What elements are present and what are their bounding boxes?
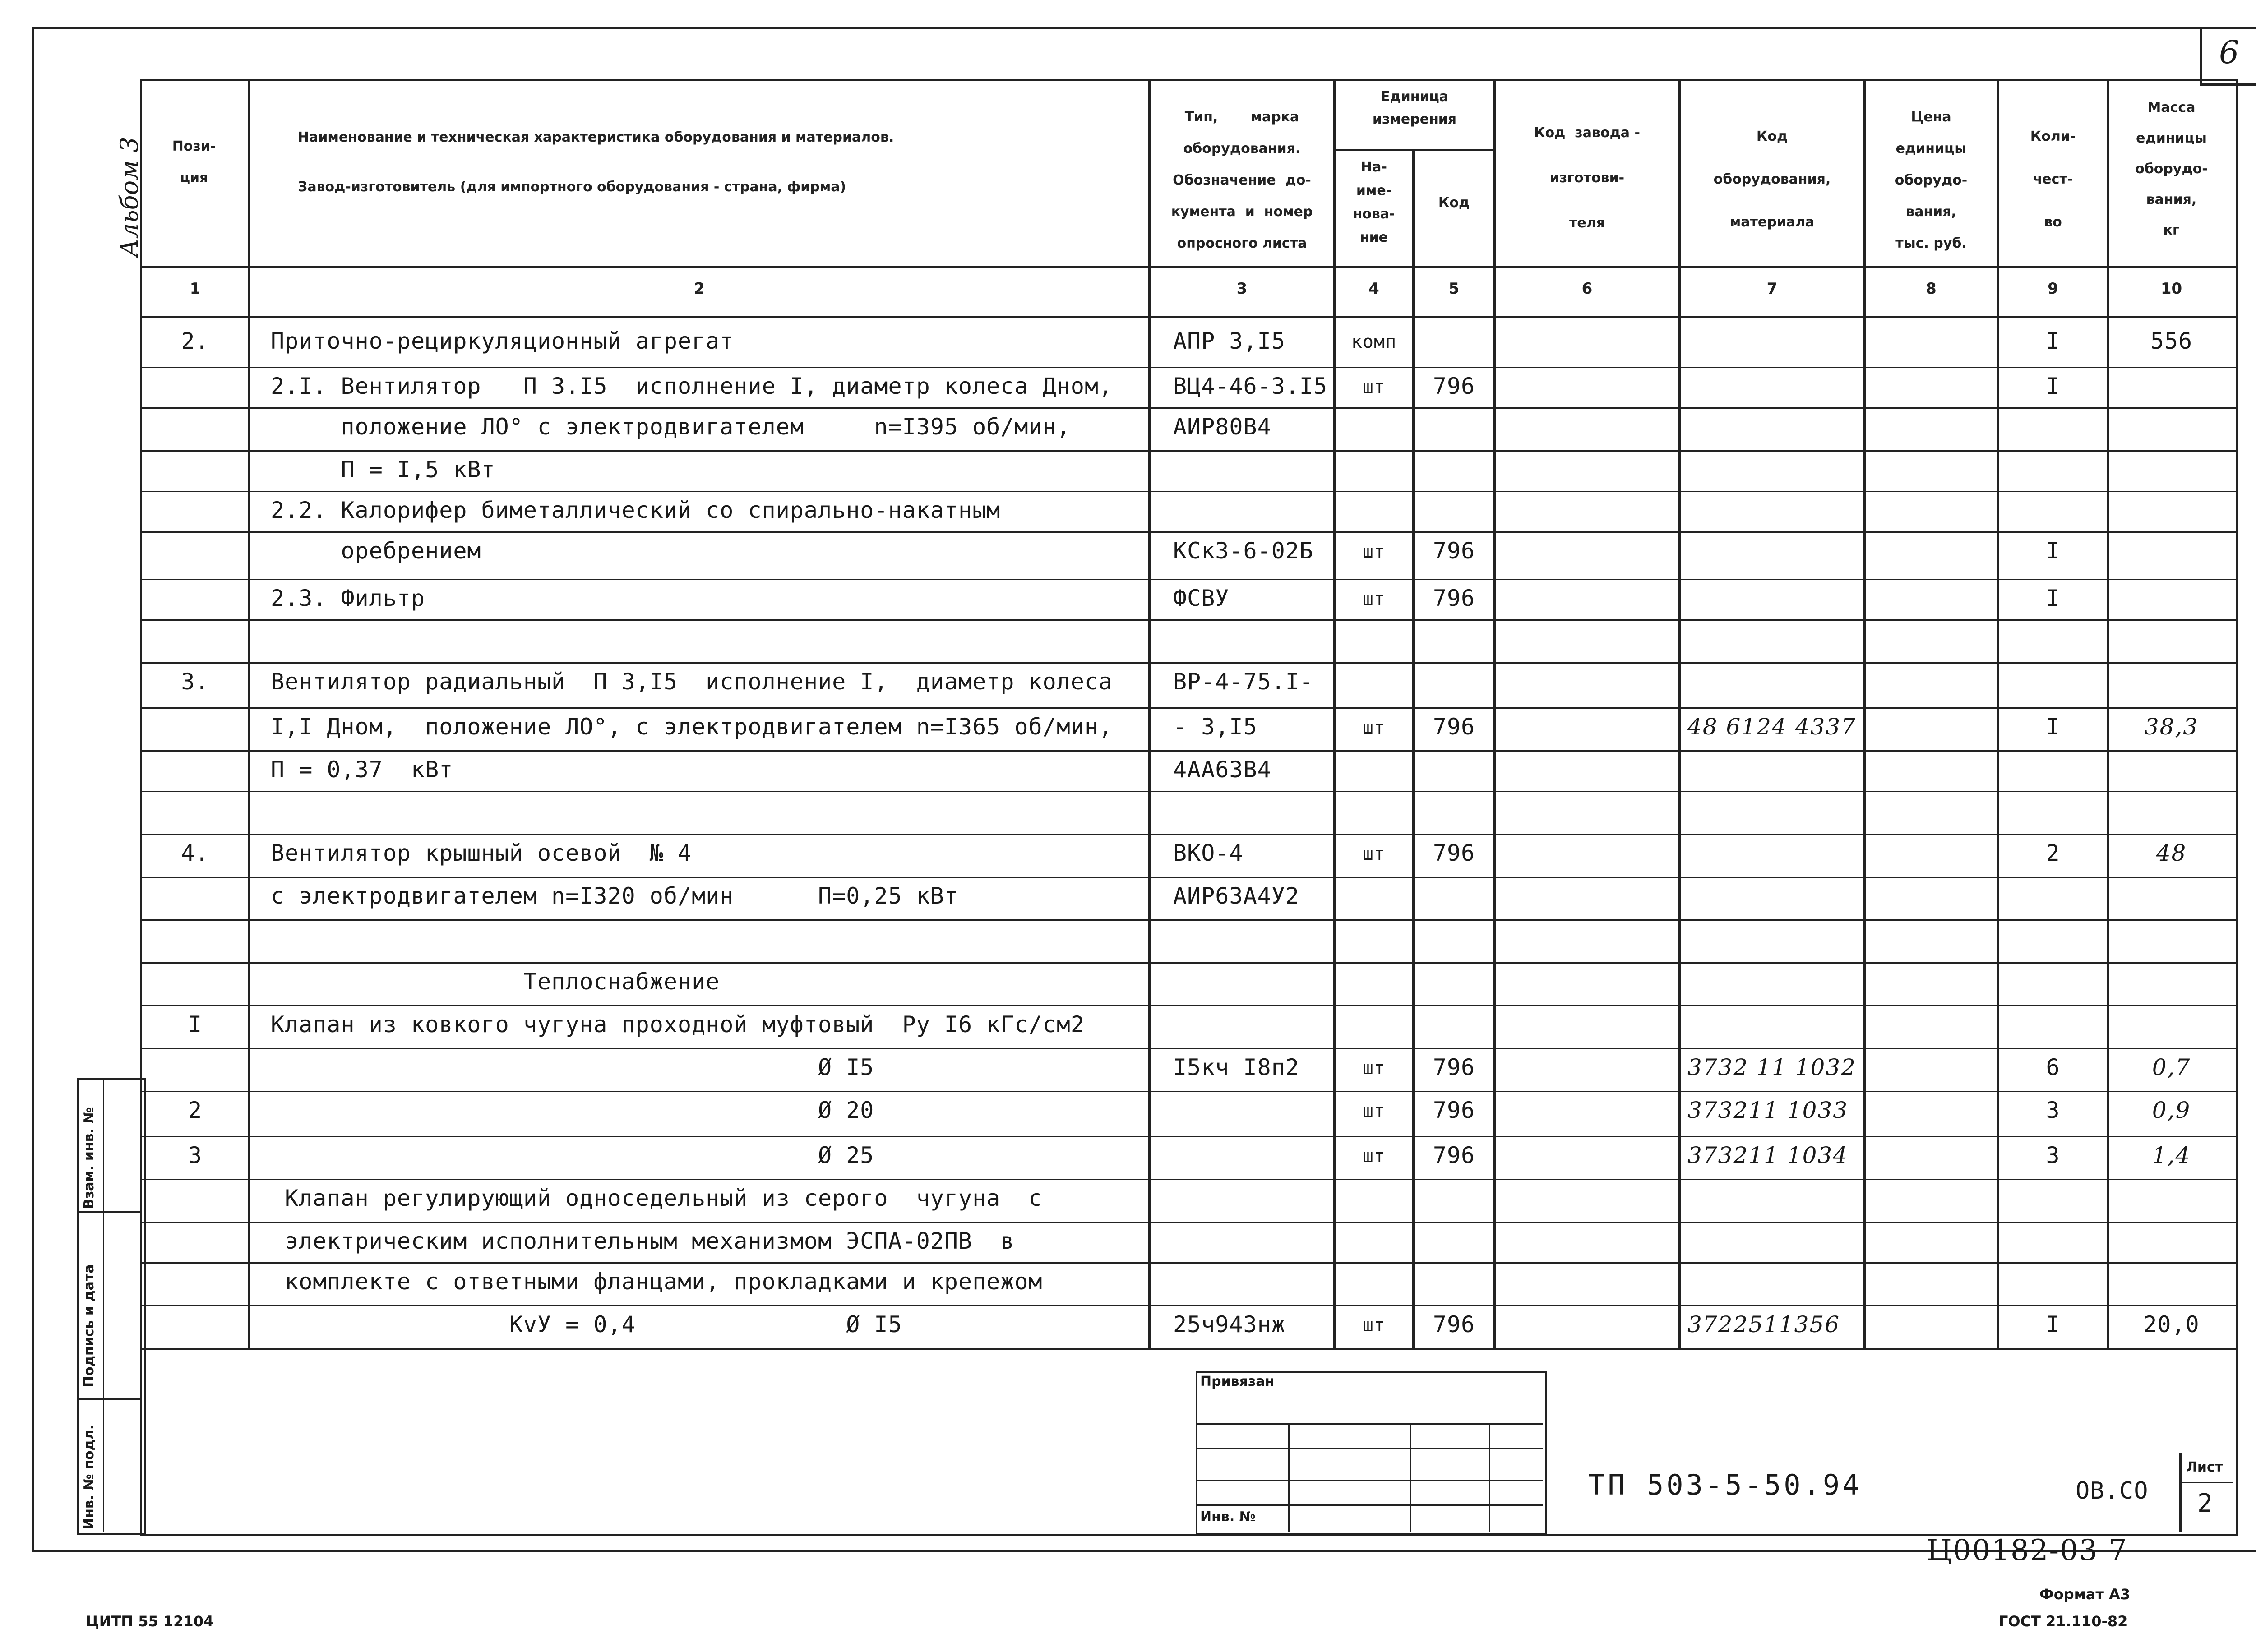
row-name: 2.2. Калорифер биметаллический со спирально-накатным — [271, 497, 1001, 523]
row-line — [140, 1179, 2236, 1180]
row-type: АИР80В4 — [1173, 414, 1271, 440]
stamp-line — [1196, 1448, 1543, 1449]
row-line — [140, 579, 2236, 580]
row-line — [140, 750, 2236, 752]
row-code: 796 — [1433, 1054, 1475, 1080]
row-name: Вентилятор радиальный П 3,I5 исполнение I, диаметр колеса — [271, 669, 1113, 695]
row-line — [140, 707, 2236, 709]
col-divider — [248, 79, 250, 1349]
stamp-doc-code: ТП 503-5-50.94 — [1588, 1468, 1862, 1501]
row-qty: I — [2046, 1311, 2060, 1338]
colnum-1: 1 — [190, 280, 201, 298]
row-pos: 2. — [181, 328, 209, 354]
row-unit: шт — [1362, 541, 1386, 562]
row-name: П = 0,37 кВт — [271, 757, 453, 783]
handwritten-doc-code: Ц00182-03 7 — [1927, 1534, 2128, 1567]
row-line — [140, 1005, 2236, 1006]
header-bottom-line — [140, 266, 2236, 268]
stamp-sheet-divider — [2179, 1453, 2182, 1532]
row-name: Ø 25 — [271, 1142, 874, 1168]
row-code: 796 — [1433, 840, 1475, 866]
stamp-inv-no: Инв. № — [1200, 1509, 1256, 1525]
row-mat-code: 373211 1033 — [1687, 1097, 1849, 1123]
row-line — [140, 407, 2236, 409]
col-divider — [1863, 79, 1866, 1349]
row-mass: 556 — [2150, 328, 2193, 354]
side-stamp-line — [77, 1211, 142, 1213]
row-type: ВР-4-75.I- — [1173, 669, 1314, 695]
row-name: П = I,5 кВт — [271, 457, 495, 483]
row-line — [140, 1091, 2236, 1092]
stamp-vline — [1288, 1423, 1290, 1532]
stamp-sheet-number: 2 — [2197, 1489, 2213, 1518]
header-factory-code: Код завода - изготови- теля — [1534, 125, 1640, 231]
row-unit: шт — [1362, 377, 1386, 397]
row-qty: I — [2046, 585, 2060, 611]
row-mat-code: 3722511356 — [1687, 1311, 1840, 1338]
row-mat-code: 3732 11 1032 — [1687, 1054, 1856, 1080]
header-unit-name: На- име- нова- ние — [1353, 159, 1395, 245]
stamp-vline — [1489, 1423, 1490, 1532]
row-name: положение ЛО° с электродвигателем n=I395 об/мин, — [271, 414, 1071, 440]
row-name: оребрением — [271, 538, 481, 564]
colnum-6: 6 — [1581, 280, 1593, 298]
row-qty: I — [2046, 714, 2060, 740]
row-type: 25ч943нж — [1173, 1311, 1285, 1338]
row-mass: 0,7 — [2152, 1054, 2191, 1080]
colnum-8: 8 — [1926, 280, 1937, 298]
row-mass: 20,0 — [2143, 1311, 2200, 1338]
header-unit-code: Код — [1438, 195, 1470, 211]
col-divider — [1148, 79, 1151, 1349]
row-line — [140, 1048, 2236, 1049]
row-line — [140, 1136, 2236, 1137]
row-pos: 3. — [181, 669, 209, 695]
stamp-section: ОВ.СО — [2076, 1477, 2149, 1504]
row-name: Вентилятор крышный осевой № 4 — [271, 840, 692, 866]
row-unit: шт — [1362, 1315, 1386, 1336]
row-qty: 3 — [2046, 1142, 2060, 1168]
header-price: Цена единицы оборудо- вания, тыс. руб. — [1895, 109, 1968, 251]
colnum-10: 10 — [2160, 280, 2182, 298]
row-unit: шт — [1362, 1146, 1386, 1167]
printer-label: ЦИТП 55 12104 — [86, 1613, 214, 1630]
row-name: Теплоснабжение — [271, 969, 720, 995]
row-code: 796 — [1433, 1142, 1475, 1168]
col-divider — [1678, 79, 1681, 1349]
colnum-5: 5 — [1448, 280, 1460, 298]
row-code: 796 — [1433, 714, 1475, 740]
colnum-bottom-line — [140, 316, 2236, 318]
row-line — [140, 1262, 2236, 1264]
table-body-bottom — [140, 1348, 2236, 1350]
row-unit: шт — [1362, 717, 1386, 738]
row-name: 2.I. Вентилятор П 3.I5 исполнение I, диаметр колеса Дном, — [271, 373, 1113, 399]
header-mass: Масса единицы оборудо- вания, кг — [2135, 100, 2208, 238]
header-name-line2: Завод-изготовитель (для импортного оборудования - страна, фирма) — [298, 179, 846, 195]
colnum-7: 7 — [1766, 280, 1778, 298]
colnum-4: 4 — [1368, 280, 1379, 298]
row-line — [140, 962, 2236, 964]
corner-sheet-number: 6 — [2219, 34, 2240, 71]
row-qty: I — [2046, 538, 2060, 564]
row-line — [140, 791, 2236, 792]
stamp-line — [1196, 1480, 1543, 1481]
header-name-line1: Наименование и техническая характеристика оборудования и материалов. — [298, 129, 894, 145]
row-type: ВКО-4 — [1173, 840, 1244, 866]
colnum-2: 2 — [694, 280, 705, 298]
row-unit: шт — [1362, 589, 1386, 609]
row-line — [140, 1222, 2236, 1223]
row-type: I5кч I8п2 — [1173, 1054, 1299, 1080]
side-stamp-divider — [103, 1078, 104, 1532]
header-unit-group: Единица измерения — [1372, 89, 1457, 127]
format-label: Формат А3 — [2039, 1586, 2131, 1603]
stamp-line — [1196, 1504, 1543, 1506]
row-qty: 3 — [2046, 1097, 2060, 1123]
row-name: I,I Дном, положение ЛО°, с электродвигателем n=I365 об/мин, — [271, 714, 1113, 740]
stamp-sheet-line — [2179, 1482, 2233, 1483]
row-pos: 2 — [188, 1097, 203, 1123]
row-type: ВЦ4-46-3.I5 — [1173, 373, 1328, 399]
row-pos: 3 — [188, 1142, 203, 1168]
row-code: 796 — [1433, 1097, 1475, 1123]
row-code: 796 — [1433, 1311, 1475, 1338]
row-name: электрическим исполнительным механизмом ЭСПА-02ПВ в — [271, 1228, 1015, 1254]
row-name: Ø I5 — [271, 1054, 874, 1080]
stamp-privyazan: Привязан — [1200, 1374, 1275, 1389]
row-qty: 6 — [2046, 1054, 2060, 1080]
row-mass: 0,9 — [2152, 1097, 2191, 1123]
col-divider — [1493, 79, 1496, 1349]
header-type: Тип, марка оборудования. Обозначение до- кумента и номер опросного листа — [1171, 109, 1313, 251]
row-type: АПР 3,I5 — [1173, 328, 1285, 354]
row-pos: I — [188, 1011, 203, 1038]
row-line — [140, 367, 2236, 368]
row-mat-code: 373211 1034 — [1687, 1142, 1849, 1168]
col-divider — [1412, 149, 1415, 1349]
row-code: 796 — [1433, 373, 1475, 399]
side-stamp-line — [77, 1398, 142, 1400]
row-mat-code: 48 6124 4337 — [1687, 714, 1856, 740]
row-mass: 1,4 — [2152, 1142, 2191, 1168]
header-quantity: Коли- чест- во — [2030, 129, 2076, 230]
row-unit: шт — [1362, 1058, 1386, 1079]
side-inv-podl: Инв. № подл. — [81, 1424, 97, 1529]
row-unit: комп — [1351, 332, 1397, 352]
row-code: 796 — [1433, 585, 1475, 611]
row-line — [140, 919, 2236, 921]
colnum-9: 9 — [2048, 280, 2058, 298]
row-type: - 3,I5 — [1173, 714, 1257, 740]
row-unit: шт — [1362, 1101, 1386, 1121]
row-name: Ø 20 — [271, 1097, 874, 1123]
unit-subheader-line — [1333, 149, 1496, 151]
row-type: 4АА63В4 — [1173, 757, 1271, 783]
row-qty: I — [2046, 328, 2060, 354]
row-type: АИР63А4У2 — [1173, 883, 1299, 909]
stamp-sheet-label: Лист — [2186, 1459, 2223, 1475]
row-mass: 38,3 — [2144, 714, 2199, 740]
row-line — [140, 1305, 2236, 1306]
row-name: Приточно-рециркуляционный агрегат — [271, 328, 734, 354]
row-name: Клапан регулирующий односедельный из серого чугуна с — [271, 1185, 1043, 1211]
row-line — [140, 619, 2236, 621]
side-vzam-inv: Взам. инв. № — [81, 1107, 97, 1209]
row-name: КvУ = 0,4 Ø I5 — [271, 1311, 902, 1338]
row-line — [140, 531, 2236, 533]
row-unit: шт — [1362, 844, 1386, 864]
row-name: комплекте с ответными фланцами, прокладками и крепежом — [271, 1269, 1043, 1295]
row-type: ФСВУ — [1173, 585, 1230, 611]
row-type: КСк3-6-02Б — [1173, 538, 1314, 564]
colnum-3: 3 — [1236, 280, 1248, 298]
row-name: 2.3. Фильтр — [271, 585, 425, 611]
row-mass: 48 — [2156, 840, 2187, 866]
header-material-code: Код оборудования, материала — [1713, 129, 1831, 230]
row-line — [140, 834, 2236, 835]
row-name: с электродвигателем n=I320 об/мин П=0,25 кВт — [271, 883, 959, 909]
header-position: Пози- ция — [172, 138, 216, 186]
row-code: 796 — [1433, 538, 1475, 564]
album-label: Альбом 3 — [115, 137, 143, 257]
row-pos: 4. — [181, 840, 209, 866]
row-name: Клапан из ковкого чугуна проходной муфтовый Ру I6 кГс/см2 — [271, 1011, 1085, 1038]
row-qty: 2 — [2046, 840, 2060, 866]
side-podpis-data: Подпись и дата — [81, 1264, 97, 1387]
row-line — [140, 662, 2236, 664]
gost-label: ГОСТ 21.110-82 — [1999, 1613, 2128, 1630]
row-line — [140, 450, 2236, 452]
row-qty: I — [2046, 373, 2060, 399]
row-line — [140, 491, 2236, 492]
row-line — [140, 877, 2236, 878]
stamp-vline — [1410, 1423, 1411, 1532]
stamp-line — [1196, 1423, 1543, 1425]
